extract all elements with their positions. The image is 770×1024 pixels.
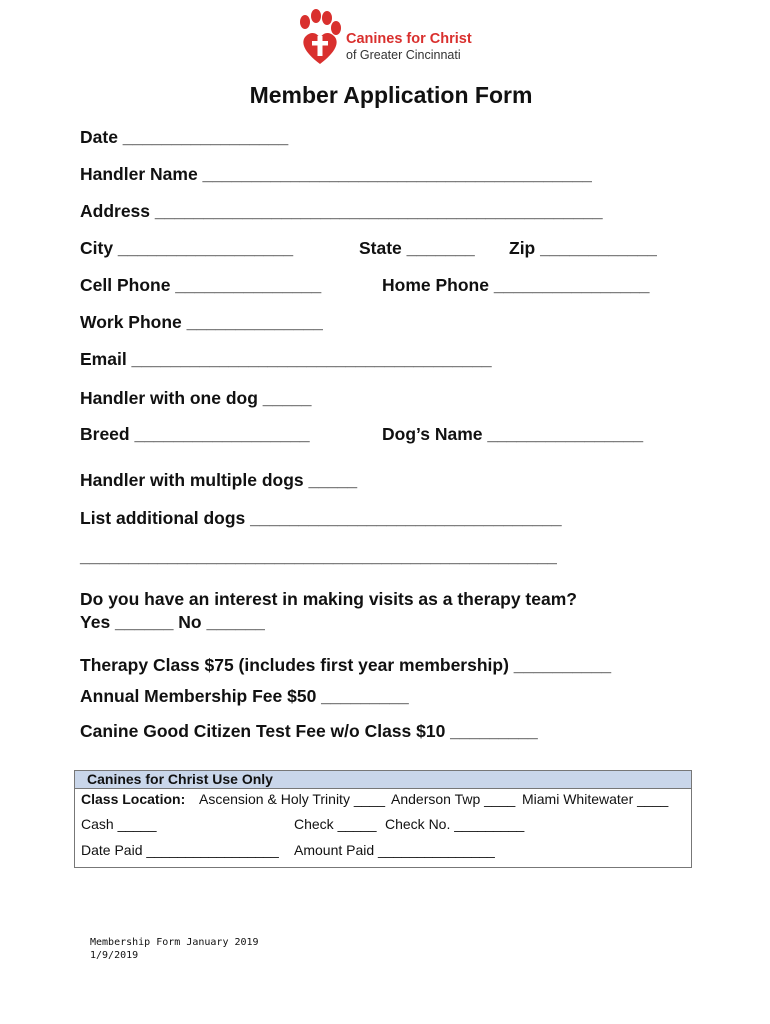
check-field[interactable]: Check _____	[294, 816, 377, 832]
breed-field[interactable]: Breed __________________	[80, 424, 310, 444]
office-use-box	[74, 770, 692, 868]
therapy-question: Do you have an interest in making visits as a therapy team?	[80, 589, 577, 609]
location-miami[interactable]: Miami Whitewater ____	[522, 791, 669, 807]
dogs-name-field[interactable]: Dog’s Name ________________	[382, 424, 644, 444]
home-phone-field[interactable]: Home Phone ________________	[382, 275, 650, 295]
class-location-label: Class Location:	[81, 791, 186, 807]
cash-field[interactable]: Cash _____	[81, 816, 157, 832]
cgc-fee-field[interactable]: Canine Good Citizen Test Fee w/o Class $10 _________	[80, 721, 538, 741]
logo-name: Canines for Christ	[346, 31, 472, 47]
address-field[interactable]: Address ______________________________________________	[80, 201, 603, 221]
page-title: Member Application Form	[249, 82, 533, 108]
organization-logo	[290, 8, 490, 68]
paw-cross-icon	[290, 8, 350, 68]
footer-form-version: Membership Form January 2019	[90, 937, 259, 948]
cell-phone-field[interactable]: Cell Phone _______________	[80, 275, 322, 295]
amount-paid-field[interactable]: Amount Paid _______________	[294, 842, 495, 858]
office-use-header	[75, 771, 691, 789]
work-phone-field[interactable]: Work Phone ______________	[80, 312, 323, 332]
handler-name-field[interactable]: Handler Name ________________________________________	[80, 164, 592, 184]
email-field[interactable]: Email _____________________________________	[80, 349, 492, 369]
logo-subtitle: of Greater Cincinnati	[346, 48, 461, 62]
annual-fee-field[interactable]: Annual Membership Fee $50 _________	[80, 686, 409, 706]
check-no-field[interactable]: Check No. _________	[385, 816, 525, 832]
footer-date: 1/9/2019	[90, 950, 139, 961]
date-paid-field[interactable]: Date Paid _________________	[81, 842, 279, 858]
office-use-title: Canines for Christ Use Only	[87, 771, 273, 787]
location-ascension[interactable]: Ascension & Holy Trinity ____	[199, 791, 385, 807]
state-field[interactable]: State _______	[359, 238, 475, 258]
additional-dogs-field[interactable]: List additional dogs ________________________________	[80, 508, 562, 528]
location-anderson[interactable]: Anderson Twp ____	[391, 791, 516, 807]
yes-no-field[interactable]: Yes ______ No ______	[80, 612, 265, 632]
city-field[interactable]: City __________________	[80, 238, 294, 258]
zip-field[interactable]: Zip ____________	[509, 238, 657, 258]
multiple-dogs-field[interactable]: Handler with multiple dogs _____	[80, 470, 358, 490]
date-field[interactable]: Date _________________	[80, 127, 289, 147]
one-dog-field[interactable]: Handler with one dog _____	[80, 388, 312, 408]
additional-dogs-line2[interactable]: _________________________________________________	[80, 546, 557, 566]
therapy-class-field[interactable]: Therapy Class $75 (includes first year membership) __________	[80, 655, 612, 675]
